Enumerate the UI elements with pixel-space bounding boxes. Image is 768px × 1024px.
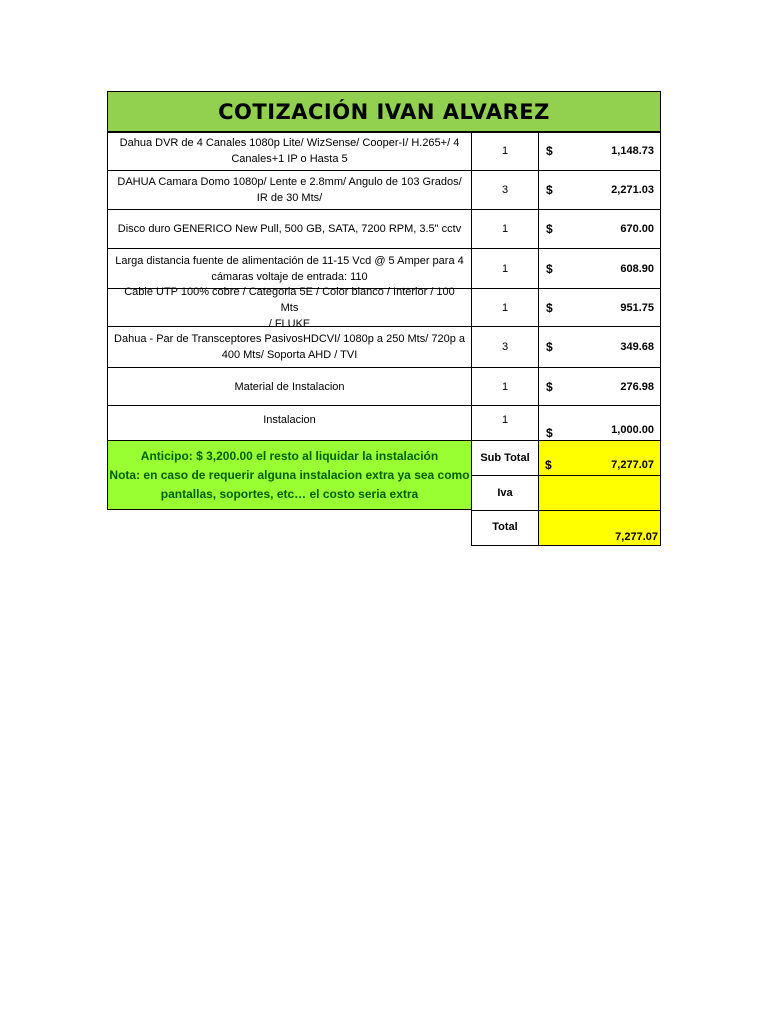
table-row (107, 326, 661, 368)
iva-label: Iva (471, 475, 539, 511)
item-description: Dahua - Par de Transceptores PasivosHDCVI/ 1080p a 250 Mts/ 720p a 400 Mts/ Soporta AHD / TVI (107, 326, 472, 368)
subtotal-value: $ 7,277.07 (538, 440, 661, 476)
quote-title: COTIZACIÓN IVAN ALVAREZ (107, 91, 661, 133)
extra-cost-note-cont: pantallas, soportes, etc… el costo seria extra (160, 486, 419, 501)
table-row (107, 170, 661, 210)
item-description: Instalacion (107, 405, 472, 441)
advance-payment-note: Anticipo: $ 3,200.00 el resto al liquidar la instalación (140, 448, 439, 463)
total-label: Total (471, 510, 539, 546)
item-price: $ 1,000.00 (538, 405, 661, 441)
payment-notes (107, 440, 472, 510)
table-row (107, 131, 661, 171)
item-quantity: 1 (471, 209, 539, 249)
item-description: Larga distancia fuente de alimentación de 11-15 Vcd @ 5 Amper para 4 cámaras voltaje de entrada: 110 (107, 248, 472, 289)
item-price: $ 1,148.73 (538, 131, 661, 171)
table-row (107, 367, 661, 406)
item-quantity: 1 (471, 131, 539, 171)
subtotal-label: Sub Total (471, 440, 539, 476)
item-description: Material de Instalacion (107, 367, 472, 406)
item-quantity: 3 (471, 170, 539, 210)
item-quantity: 1 (471, 288, 539, 327)
table-row (107, 405, 661, 441)
item-price: $ 670.00 (538, 209, 661, 249)
item-price: $ 349.68 (538, 326, 661, 368)
item-price: $ 951.75 (538, 288, 661, 327)
item-price: $ 276.98 (538, 367, 661, 406)
table-row (107, 285, 661, 330)
item-quantity: 1 (471, 405, 539, 441)
item-quantity: 1 (471, 367, 539, 406)
item-price: $ 2,271.03 (538, 170, 661, 210)
table-row (107, 209, 661, 249)
item-price: $ 608.90 (538, 248, 661, 289)
total-value: 7,277.07 (538, 510, 661, 546)
item-description: Disco duro GENERICO New Pull, 500 GB, SATA, 7200 RPM, 3.5" cctv (107, 209, 472, 249)
item-quantity: 1 (471, 248, 539, 289)
iva-value (538, 475, 661, 511)
item-description: Dahua DVR de 4 Canales 1080p Lite/ WizSense/ Cooper-I/ H.265+/ 4 Canales+1 IP o Hasta 5 (107, 131, 472, 171)
item-description: DAHUA Camara Domo 1080p/ Lente e 2.8mm/ Angulo de 103 Grados/ IR de 30 Mts/ (107, 170, 472, 210)
item-description: Cable UTP 100% cobre / Categoria 5E / Color blanco / Interior / 100 Mts / FLUKE (107, 288, 472, 327)
extra-cost-note: Nota: en caso de requerir alguna instalacion extra ya sea como (109, 467, 470, 482)
item-quantity: 3 (471, 326, 539, 368)
